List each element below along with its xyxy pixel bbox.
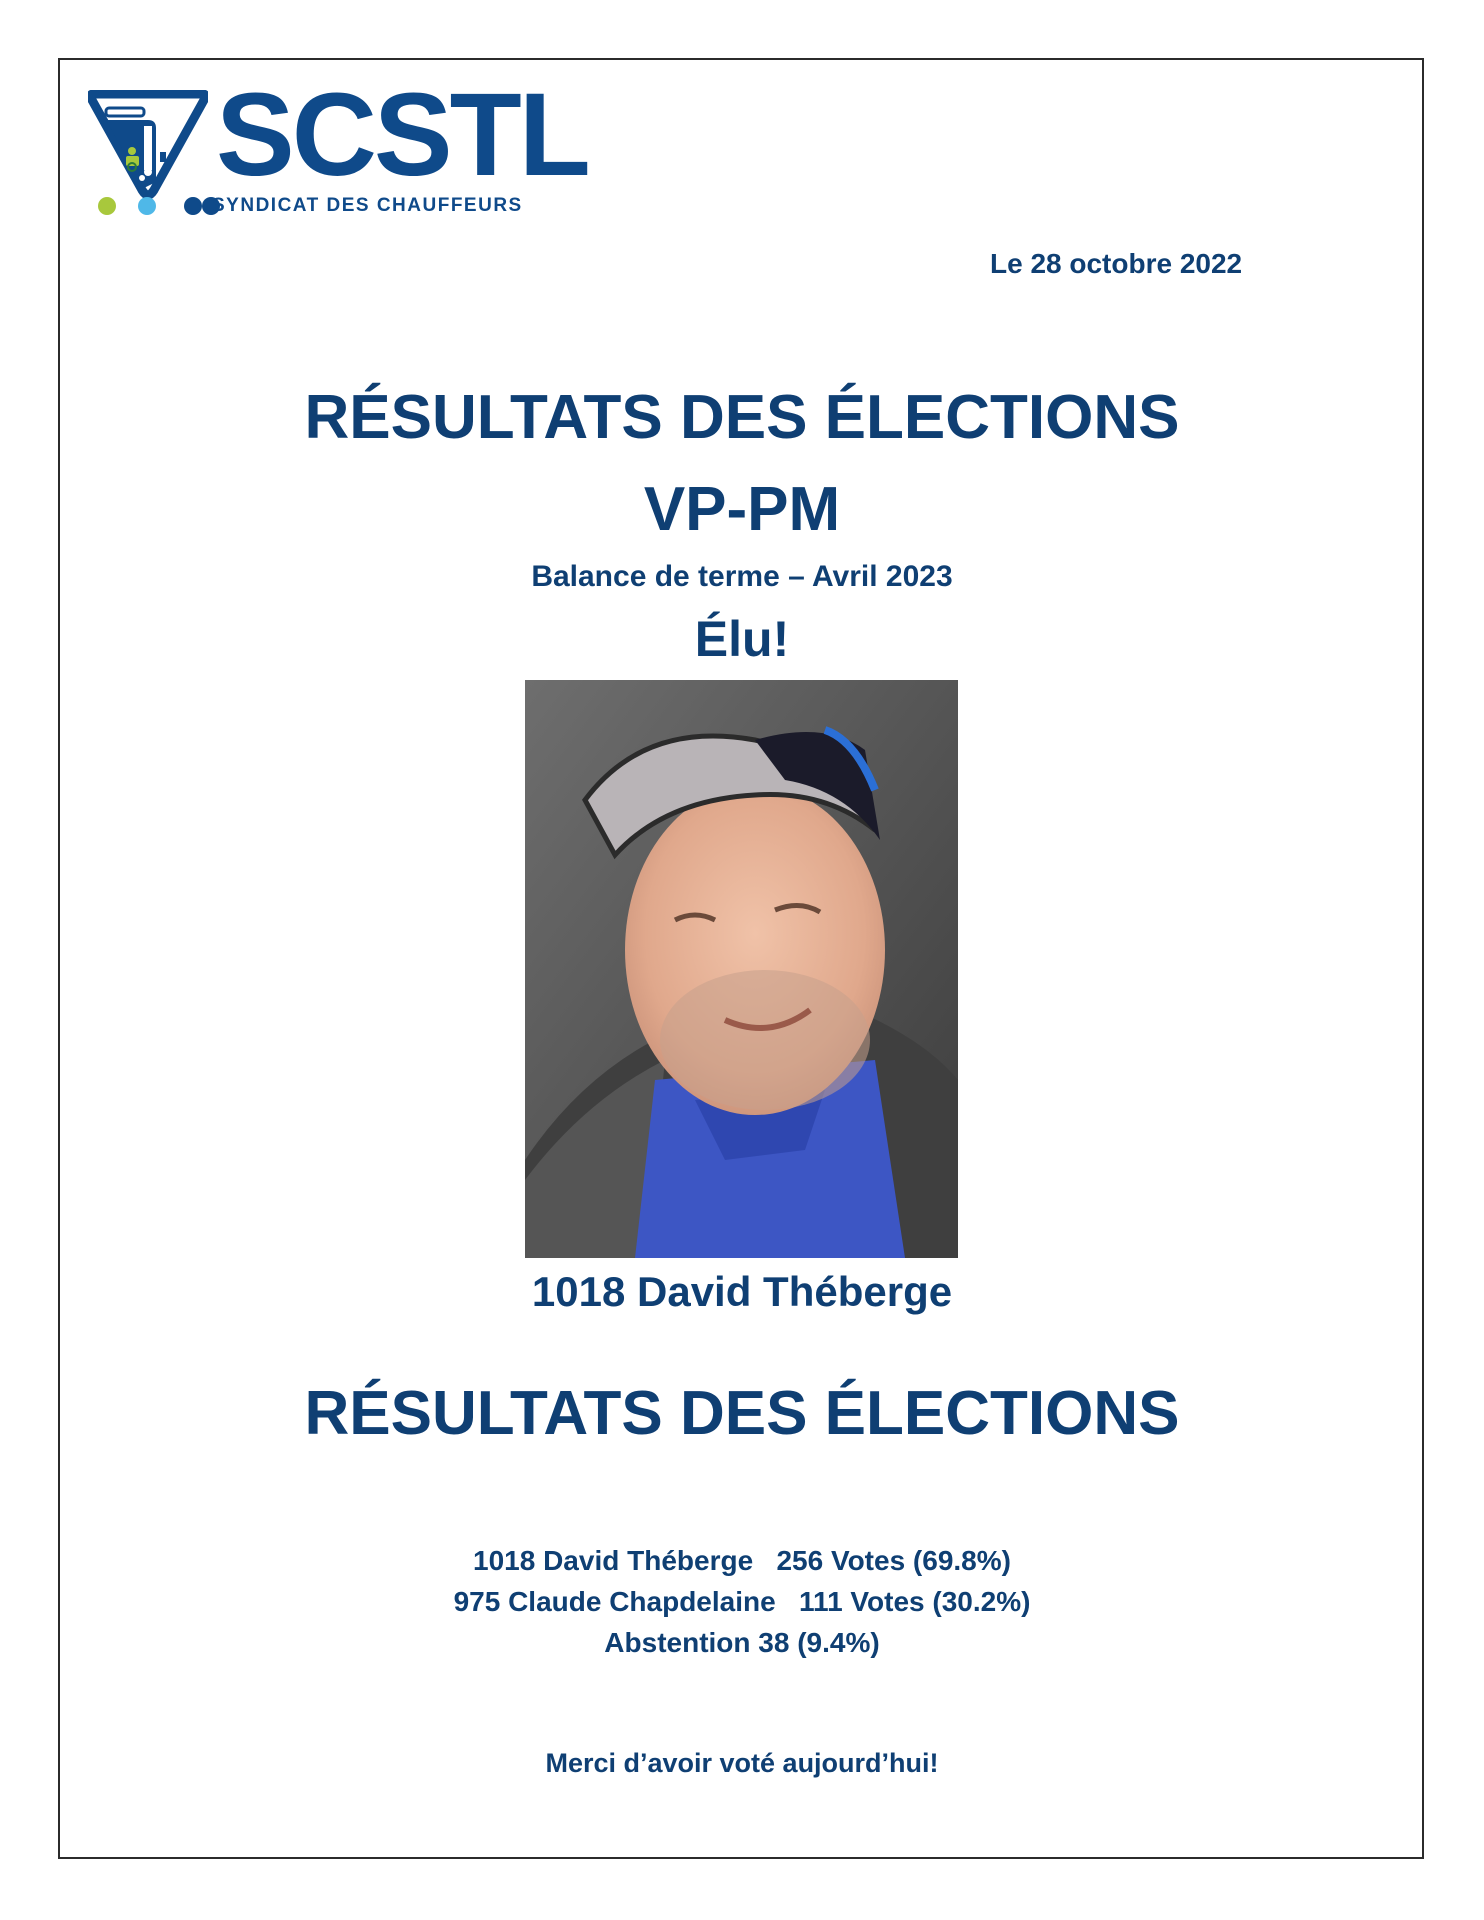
page-title: RÉSULTATS DES ÉLECTIONS bbox=[304, 383, 1180, 452]
bus-triangle-logo-icon bbox=[88, 90, 208, 210]
result-row: 975 Claude Chapdelaine 111 Votes (30.2%) bbox=[453, 1586, 1031, 1617]
logo-wordmark: SCSTL bbox=[216, 69, 588, 201]
light-blue-dot-icon bbox=[138, 197, 156, 215]
results-title: RÉSULTATS DES ÉLECTIONS bbox=[304, 1379, 1180, 1448]
candidate-photo bbox=[525, 680, 958, 1258]
term-subtitle: Balance de terme – Avril 2023 bbox=[531, 560, 953, 593]
result-row: 1018 David Théberge 256 Votes (69.8%) bbox=[473, 1545, 1011, 1576]
result-row: Abstention 38 (9.4%) bbox=[604, 1627, 880, 1658]
thank-you-message: Merci d’avoir voté aujourd’hui! bbox=[545, 1748, 939, 1778]
position-title: VP-PM bbox=[643, 475, 841, 544]
person-portrait-icon bbox=[525, 680, 958, 1258]
winner-name: 1018 David Théberge bbox=[531, 1268, 953, 1315]
scstl-logo bbox=[88, 69, 588, 225]
document-date: Le 28 octobre 2022 bbox=[990, 248, 1243, 279]
elected-status: Élu! bbox=[694, 611, 790, 667]
green-dot-icon bbox=[98, 197, 116, 215]
dark-blue-dot-icon bbox=[184, 197, 202, 215]
logo-tagline: SYNDICAT DES CHAUFFEURS bbox=[212, 195, 523, 216]
results-list bbox=[0, 1540, 1484, 1663]
